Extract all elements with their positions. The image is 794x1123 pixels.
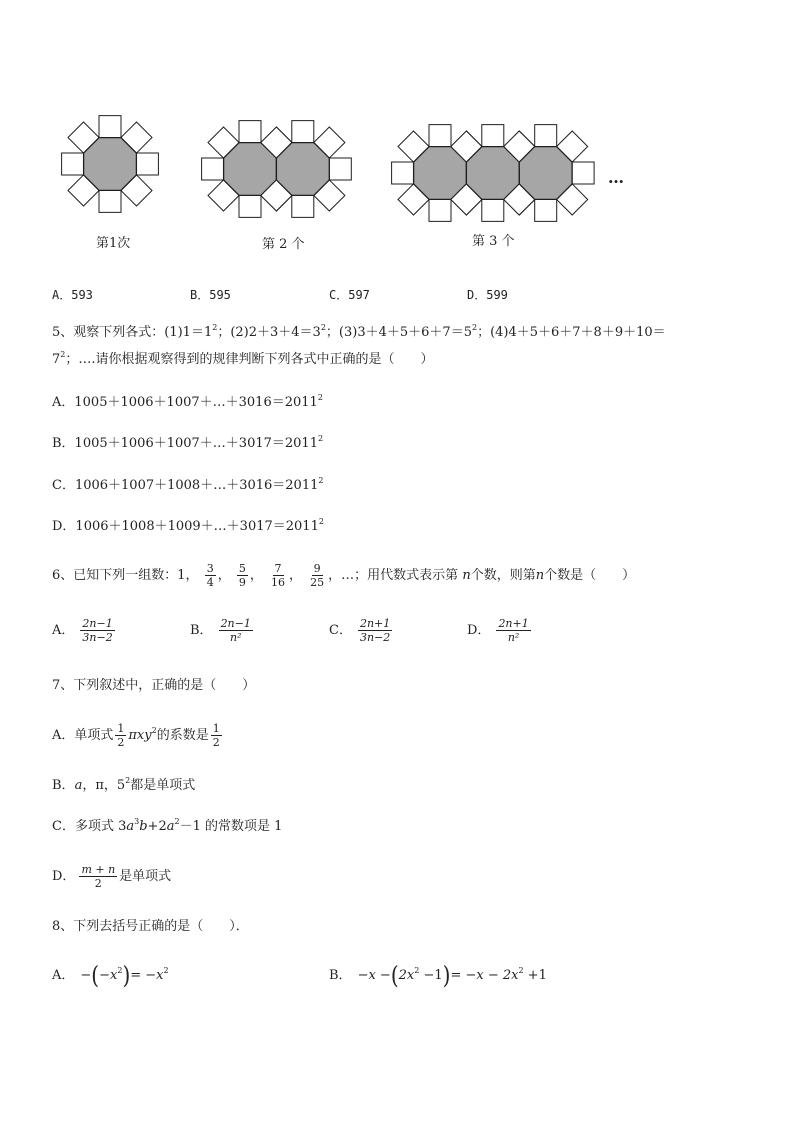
square: [392, 162, 414, 184]
square: [239, 121, 261, 143]
square: [202, 158, 224, 180]
q6-option-b[interactable]: B． $\frac{2n-1}{\text{n²}}$: [190, 617, 251, 644]
q5-option-d[interactable]: D．$1006+1008+1009+\dots+3017=2011^2$: [52, 517, 324, 534]
square: [99, 116, 121, 138]
fraction: $\frac{5}{9}$: [238, 562, 246, 589]
q5-option-c[interactable]: C．$1006+1007+1008+\dots+3016=2011^2$: [52, 476, 324, 493]
square: [535, 125, 557, 147]
square: [329, 158, 351, 180]
q8-option-a[interactable]: A． $-(-x^2)= -x^2$: [52, 960, 169, 990]
square: [482, 125, 504, 147]
q6-stem: 6、已知下列一组数：1， $\frac{3}{4}$ ， $\frac{5}{9}$ ， $\frac{7}{16}$ ， $\frac{9}{25}$ ，…；用代数式表示第 n个数，则第n个数是（ ）: [52, 562, 636, 589]
q5-option-b[interactable]: B．$1005+1006+1007+\dots+3017=2011^2$: [52, 434, 324, 451]
q8-option-b[interactable]: B． $-x -(2x^2 -1)= -x - 2x^2 +1$: [329, 960, 547, 990]
square: [429, 199, 451, 221]
figure-label-2: 第 2 个: [262, 237, 305, 252]
figure-ellipsis: …: [608, 168, 624, 187]
square: [535, 199, 557, 221]
square: [482, 199, 504, 221]
q5-stem-line1: 5、观察下列各式：$(1)1=1^2$；$(2)2+3+4=3^2$；$(3)3+4+5+6+7=5^2$；(4)4＋5＋6＋7＋8＋9＋10＝: [52, 323, 666, 340]
figure-label-1: 第1次: [96, 236, 131, 251]
fraction: $\frac{7}{16}$: [271, 562, 285, 589]
octagon-pattern-figure: [0, 100, 794, 230]
fraction: $\frac{9}{25}$: [310, 562, 325, 589]
q4-option-a[interactable]: A．593: [52, 288, 93, 302]
octagon: [276, 143, 329, 196]
q4-option-b[interactable]: B．595: [190, 288, 231, 302]
q5-option-a[interactable]: A．$1005+1006+1007+\dots+3016=2011^2$: [52, 393, 323, 410]
octagon: [84, 138, 137, 191]
square: [572, 162, 594, 184]
fraction: $\frac{3}{4}$: [206, 562, 214, 589]
octagon: [519, 147, 572, 200]
q7-option-d[interactable]: D． $\frac{m + n}{2}$ 是单项式: [52, 863, 172, 890]
q6-option-d[interactable]: D． $\frac{2n+1}{\text{n²}}$: [467, 617, 529, 644]
q4-option-d[interactable]: D．599: [467, 288, 508, 302]
square: [239, 195, 261, 217]
square: [429, 125, 451, 147]
q7-option-c[interactable]: C．多项式 $3a^3b+2a^2-1$ 的常数项是 1: [52, 817, 283, 834]
q8-stem: 8、下列去括号正确的是（ ）．: [52, 919, 249, 934]
square: [292, 121, 314, 143]
q6-option-c[interactable]: C． $\frac{2n+1}{3n-2}$: [329, 617, 391, 644]
square: [62, 153, 84, 175]
square: [99, 190, 121, 212]
q5-stem-line2: $7^2$；….请你根据观察得到的规律判断下列各式中正确的是（ ）: [52, 350, 434, 367]
q6-option-a[interactable]: A． $\frac{2n-1}{3n-2}$: [52, 617, 113, 644]
figure-label-3: 第 3 个: [472, 234, 515, 249]
q4-option-c[interactable]: C．597: [329, 288, 370, 302]
square: [136, 153, 158, 175]
q7-stem: 7、下列叙述中，正确的是（ ）: [52, 678, 256, 693]
square: [292, 195, 314, 217]
q7-option-a[interactable]: A．单项式 $\frac{1}{2}$ πxy$^2$的系数是 $\frac{1}{2}$: [52, 722, 220, 749]
q7-option-b[interactable]: B．a，π，$5^2$都是单项式: [52, 776, 196, 793]
